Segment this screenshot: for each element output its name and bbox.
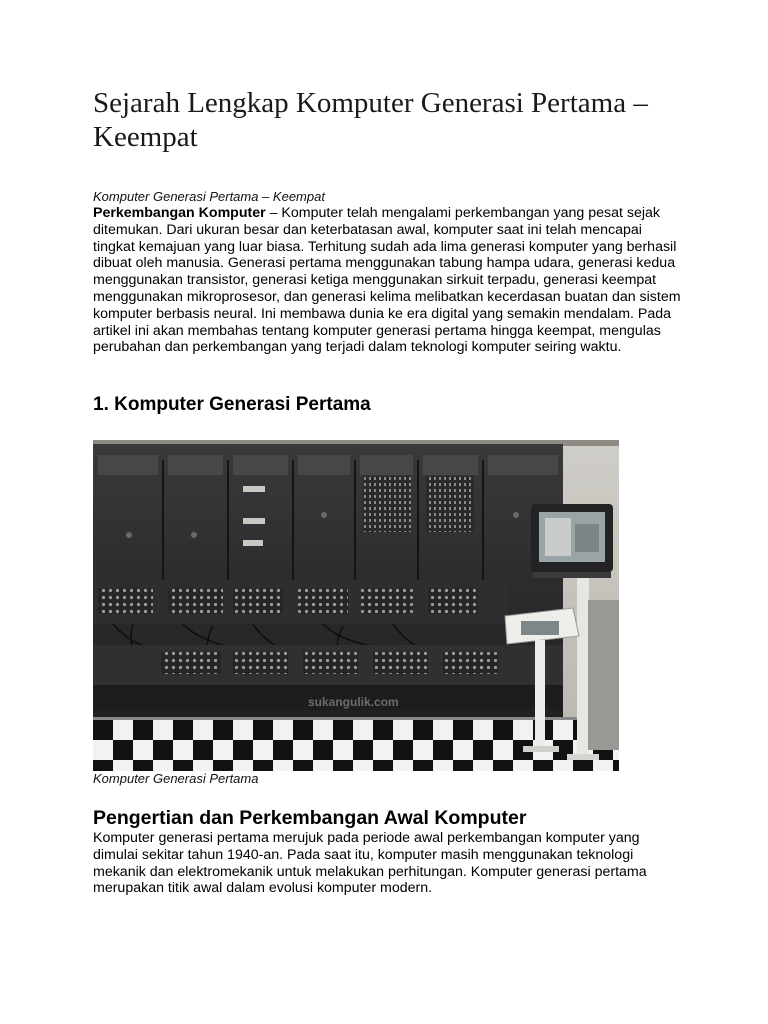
section-paragraph: Komputer generasi pertama merujuk pada periode awal perkembangan komputer yang dimulai sekitar tahun 1940-an. Pada saat itu, komputer masih menggunakan teknologi mekanik dan elektromekanik untuk melakukan perhitungan. Komputer generasi pertama merupakan titik awal dalam evolusi komputer modern. bbox=[93, 830, 647, 897]
section-heading-generasi-pertama: 1. Komputer Generasi Pertama bbox=[93, 394, 371, 415]
eniac-photo bbox=[93, 440, 619, 771]
intro-lead-bold: Perkembangan Komputer bbox=[93, 205, 266, 221]
intro-caption: Komputer Generasi Pertama – Keempat bbox=[93, 189, 325, 204]
figure-caption: Komputer Generasi Pertama bbox=[93, 771, 259, 786]
section-heading-pengertian: Pengertian dan Perkembangan Awal Komputer bbox=[93, 807, 527, 829]
intro-body: – Komputer telah mengalami perkembangan yang pesat sejak ditemukan. Dari ukuran besar dan keterbatasan awal, komputer saat ini telah mencapai tingkat kemajuan yang luar biasa. Terhitung sudah ada lima generasi komputer yang berhasil dibuat oleh manusia. Generasi pertama menggunakan tabung hampa udara, generasi kedua menggunakan transistor, generasi ketiga menggunakan sirkuit terpadu, generasi keempat menggunakan mikroprosesor, dan generasi kelima melibatkan kecerdasan buatan dan sistem komputer berbasis neural. Ini membawa dunia ke era digital yang semakin mendalam. Pada artikel ini akan membahas tentang komputer generasi pertama hingga keempat, mengulas perubahan dan perkembangan yang terjadi dalam teknologi komputer seiring waktu. bbox=[93, 205, 681, 356]
intro-paragraph bbox=[93, 205, 683, 356]
photo-watermark: sukangulik.com bbox=[308, 695, 399, 709]
document-title: Sejarah Lengkap Komputer Generasi Pertama – Keempat bbox=[93, 87, 648, 153]
